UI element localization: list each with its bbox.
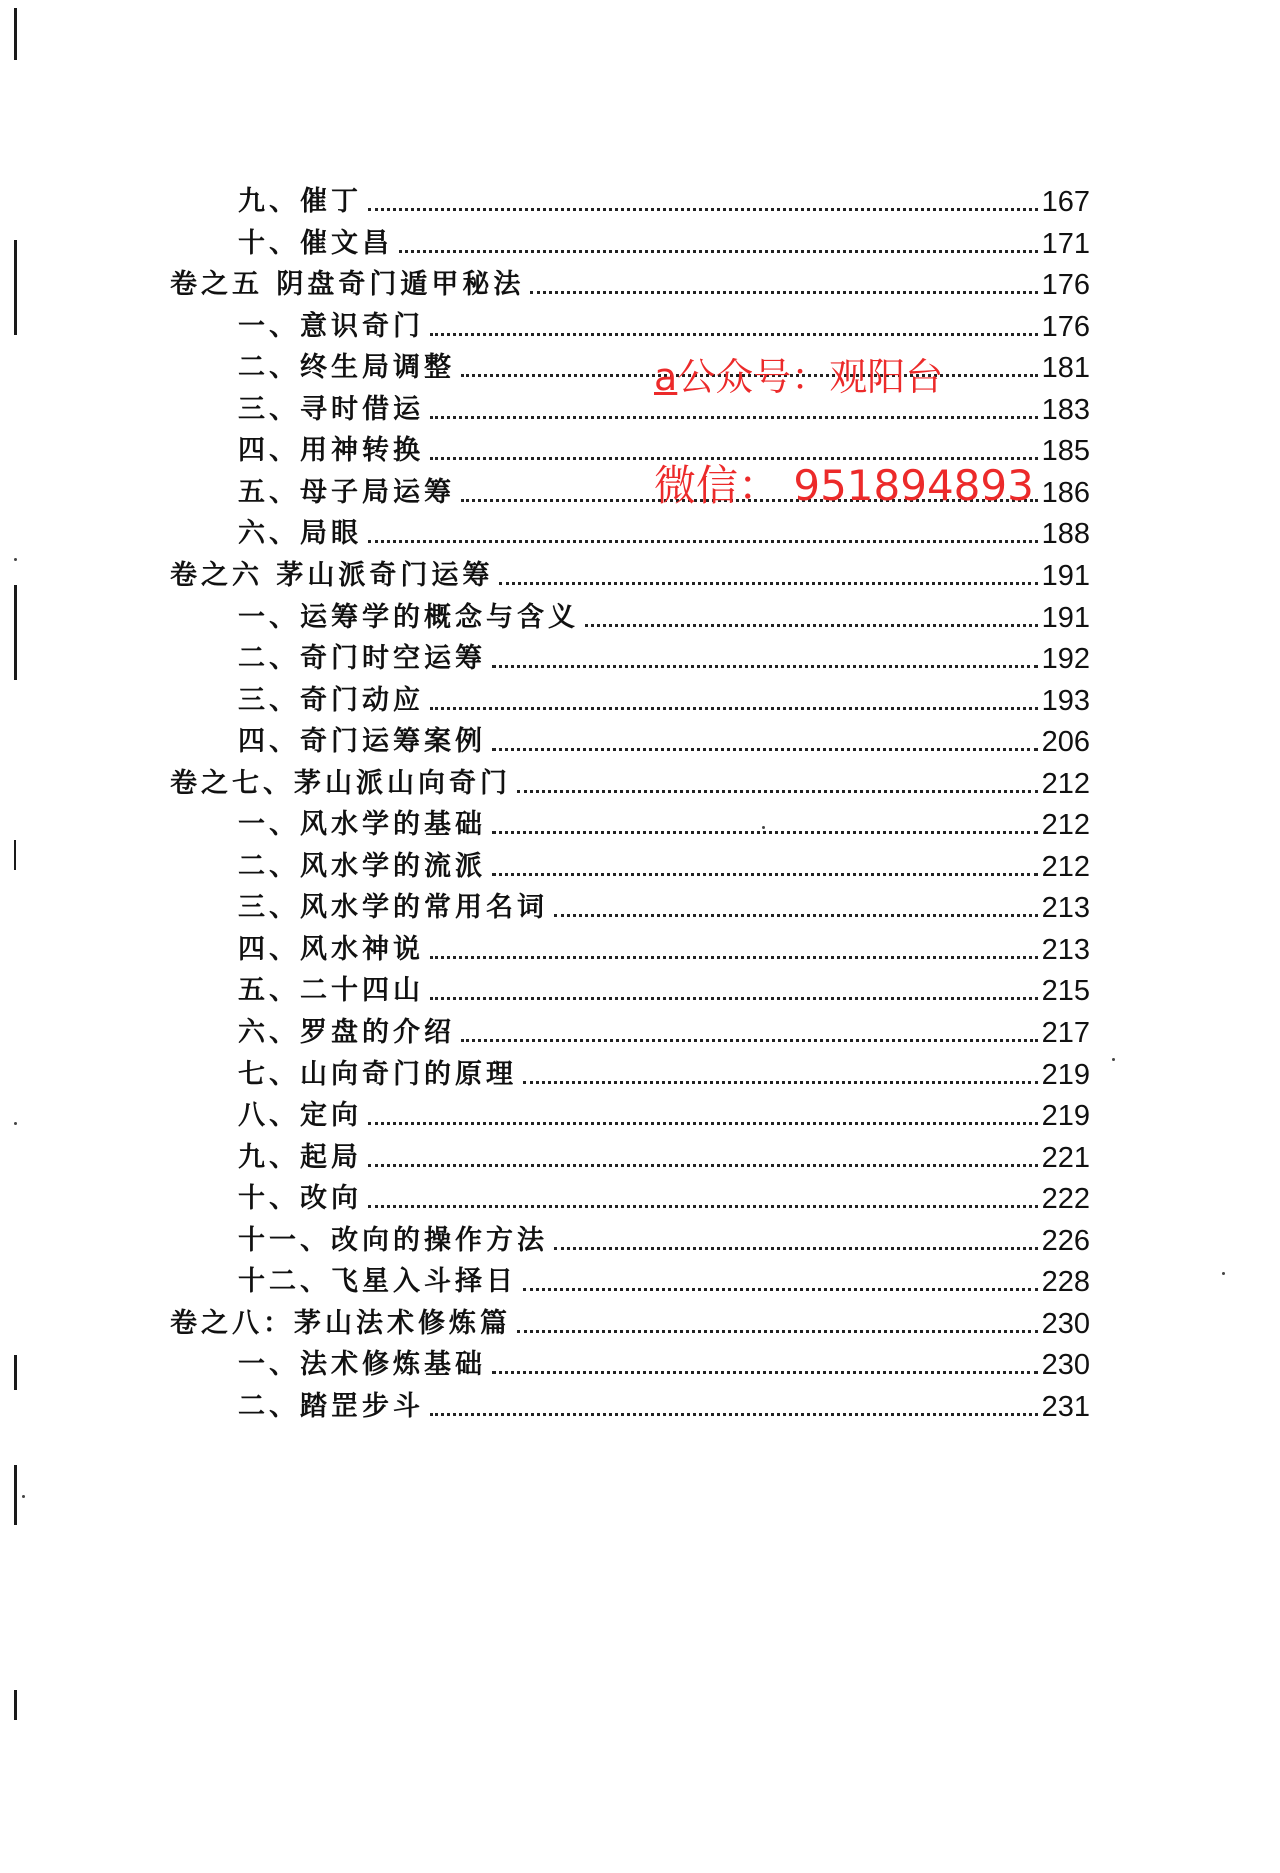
toc-page-number: 219 bbox=[1041, 1058, 1090, 1091]
toc-dot-leader bbox=[399, 250, 1038, 253]
toc-page-number: 185 bbox=[1041, 435, 1090, 468]
scan-edge-mark bbox=[14, 1465, 17, 1525]
toc-page-number: 176 bbox=[1041, 269, 1090, 302]
toc-page-number: 226 bbox=[1041, 1224, 1090, 1257]
scan-edge-mark bbox=[14, 585, 17, 680]
toc-page-number: 188 bbox=[1041, 518, 1090, 551]
toc-entry-title: 三、奇门动应 bbox=[238, 684, 424, 716]
scan-speck bbox=[14, 1122, 17, 1125]
toc-entry-title: 五、母子局运筹 bbox=[238, 476, 455, 508]
toc-dot-leader bbox=[530, 291, 1037, 294]
toc-section-entry bbox=[238, 220, 1090, 260]
toc-entry-title: 九、催丁 bbox=[238, 186, 362, 217]
toc-page-number: 167 bbox=[1041, 186, 1090, 218]
toc-dot-leader bbox=[554, 1247, 1038, 1250]
toc-dot-leader bbox=[499, 582, 1037, 585]
toc-dot-leader bbox=[430, 707, 1038, 710]
toc-page-number: 217 bbox=[1041, 1017, 1090, 1049]
toc-dot-leader bbox=[461, 1039, 1038, 1042]
toc-page-number: 176 bbox=[1041, 310, 1090, 343]
toc-page-number: 171 bbox=[1041, 227, 1090, 260]
toc-page-number: 222 bbox=[1041, 1183, 1090, 1216]
toc-entry-title: 十、催文昌 bbox=[238, 227, 393, 259]
toc-dot-leader bbox=[430, 997, 1038, 1000]
toc-dot-leader bbox=[523, 1081, 1038, 1084]
scan-speck bbox=[1222, 1272, 1225, 1275]
toc-section-entry bbox=[238, 1217, 1090, 1257]
toc-dot-leader bbox=[554, 914, 1038, 917]
toc-entry-title: 九、起局 bbox=[238, 1141, 362, 1173]
toc-section-entry bbox=[238, 801, 1090, 841]
toc-page-number: 219 bbox=[1041, 1100, 1090, 1133]
toc-page-number: 230 bbox=[1041, 1307, 1090, 1340]
toc-page-number: 221 bbox=[1041, 1141, 1090, 1174]
toc-entry-title: 三、寻时借运 bbox=[238, 393, 424, 425]
toc-chapter-entry bbox=[170, 1300, 1090, 1340]
toc-dot-leader bbox=[492, 1371, 1038, 1374]
toc-section-entry bbox=[238, 594, 1090, 634]
toc-entry-title: 一、意识奇门 bbox=[238, 310, 424, 342]
scan-speck bbox=[14, 558, 17, 561]
toc-entry-title: 十二、飞星入斗择日 bbox=[238, 1266, 517, 1298]
toc-entry-title: 一、运筹学的概念与含义 bbox=[238, 601, 579, 633]
watermark-wechat: 微信： 951894893 bbox=[654, 461, 1034, 510]
toc-entry-title: 一、法术修炼基础 bbox=[238, 1349, 486, 1381]
toc-section-entry bbox=[238, 635, 1090, 675]
toc-dot-leader bbox=[517, 790, 1038, 793]
toc-page-number: 191 bbox=[1041, 559, 1090, 592]
toc-page-number: 192 bbox=[1041, 643, 1090, 676]
toc-dot-leader bbox=[492, 873, 1038, 876]
toc-page-number: 183 bbox=[1041, 393, 1090, 426]
toc-section-entry bbox=[238, 926, 1090, 966]
toc-page-number: 193 bbox=[1041, 684, 1090, 717]
toc-entry-title: 七、山向奇门的原理 bbox=[238, 1058, 517, 1090]
toc-section-entry bbox=[238, 303, 1090, 343]
toc-chapter-entry bbox=[170, 552, 1090, 592]
toc-entry-title: 八、定向 bbox=[238, 1100, 362, 1132]
toc-dot-leader bbox=[368, 1122, 1038, 1125]
scan-edge-mark bbox=[14, 8, 17, 60]
scan-edge-mark bbox=[14, 240, 17, 335]
toc-chapter-entry bbox=[170, 760, 1090, 800]
toc-dot-leader bbox=[368, 1205, 1038, 1208]
toc-entry-title: 二、风水学的流派 bbox=[238, 850, 486, 882]
toc-entry-title: 卷之六 茅山派奇门运筹 bbox=[170, 559, 494, 591]
toc-page-number: 213 bbox=[1041, 933, 1090, 966]
toc-entry-title: 十、改向 bbox=[238, 1183, 362, 1215]
toc-page-number: 206 bbox=[1041, 726, 1090, 759]
toc-page-number: 231 bbox=[1041, 1390, 1090, 1423]
toc-entry-title: 二、终生局调整 bbox=[238, 352, 455, 384]
toc-page-number: 186 bbox=[1041, 476, 1090, 509]
toc-entry-title: 十一、改向的操作方法 bbox=[238, 1224, 548, 1256]
toc-section-entry bbox=[238, 843, 1090, 883]
toc-section-entry bbox=[238, 178, 1090, 218]
toc-page-number: 181 bbox=[1041, 352, 1090, 385]
toc-dot-leader bbox=[430, 416, 1038, 419]
toc-entry-title: 六、局眼 bbox=[238, 518, 362, 550]
toc-entry-title: 卷之八：茅山法术修炼篇 bbox=[170, 1307, 511, 1339]
toc-entry-title: 一、风水学的基础 bbox=[238, 809, 486, 841]
toc-section-entry bbox=[238, 1092, 1090, 1132]
toc-dot-leader bbox=[492, 748, 1038, 751]
watermark-account-text: 公众号：观阳台 bbox=[677, 355, 944, 399]
toc-dot-leader bbox=[368, 208, 1038, 211]
toc-dot-leader bbox=[492, 831, 1038, 834]
toc-dot-leader bbox=[430, 1413, 1038, 1416]
toc-entry-title: 五、二十四山 bbox=[238, 975, 424, 1007]
toc-dot-leader bbox=[585, 624, 1038, 627]
toc-dot-leader bbox=[368, 1164, 1038, 1167]
toc-section-entry bbox=[238, 1175, 1090, 1215]
toc-entry-title: 四、奇门运筹案例 bbox=[238, 726, 486, 758]
toc-dot-leader bbox=[523, 1288, 1038, 1291]
scan-speck bbox=[22, 1495, 25, 1498]
toc-entry-title: 三、风水学的常用名词 bbox=[238, 892, 548, 924]
toc-entry-title: 四、用神转换 bbox=[238, 435, 424, 467]
scan-speck bbox=[1112, 1058, 1115, 1061]
toc-page-number: 212 bbox=[1041, 767, 1090, 800]
scan-edge-mark bbox=[14, 840, 16, 870]
toc-chapter-entry bbox=[170, 261, 1090, 301]
toc-dot-leader bbox=[430, 333, 1038, 336]
toc-section-entry bbox=[238, 677, 1090, 717]
toc-page-number: 228 bbox=[1041, 1266, 1090, 1299]
toc-section-entry bbox=[238, 1134, 1090, 1174]
toc-section-entry bbox=[238, 1341, 1090, 1381]
toc-dot-leader bbox=[430, 956, 1038, 959]
toc-page-number: 215 bbox=[1041, 975, 1090, 1008]
toc-page-number: 213 bbox=[1041, 892, 1090, 925]
toc-section-entry bbox=[238, 1258, 1090, 1298]
toc-section-entry bbox=[238, 967, 1090, 1007]
toc-dot-leader bbox=[492, 665, 1038, 668]
toc-entry-title: 卷之五 阴盘奇门遁甲秘法 bbox=[170, 269, 525, 301]
toc-entry-title: 卷之七、茅山派山向奇门 bbox=[170, 767, 511, 799]
watermark-account bbox=[654, 346, 943, 401]
toc-section-entry bbox=[238, 884, 1090, 924]
toc-entry-title: 六、罗盘的介绍 bbox=[238, 1017, 455, 1048]
toc-section-entry bbox=[238, 1009, 1090, 1049]
toc-section-entry bbox=[238, 510, 1090, 550]
toc-page-number: 212 bbox=[1041, 809, 1090, 842]
toc-section-entry bbox=[238, 1051, 1090, 1091]
toc-entry-title: 二、踏罡步斗 bbox=[238, 1390, 424, 1422]
scan-edge-mark bbox=[14, 1355, 17, 1390]
toc-page-number: 212 bbox=[1041, 850, 1090, 883]
scan-edge-mark bbox=[14, 1690, 17, 1720]
toc-entry-title: 二、奇门时空运筹 bbox=[238, 643, 486, 675]
toc-page-number: 191 bbox=[1041, 601, 1090, 634]
toc-dot-leader bbox=[517, 1330, 1038, 1333]
toc-dot-leader bbox=[368, 540, 1038, 543]
toc-section-entry bbox=[238, 718, 1090, 758]
toc-entry-title: 四、风水神说 bbox=[238, 933, 424, 965]
watermark-prefix: a bbox=[654, 355, 678, 399]
toc-section-entry bbox=[238, 1383, 1090, 1423]
toc-page-number: 230 bbox=[1041, 1349, 1090, 1382]
